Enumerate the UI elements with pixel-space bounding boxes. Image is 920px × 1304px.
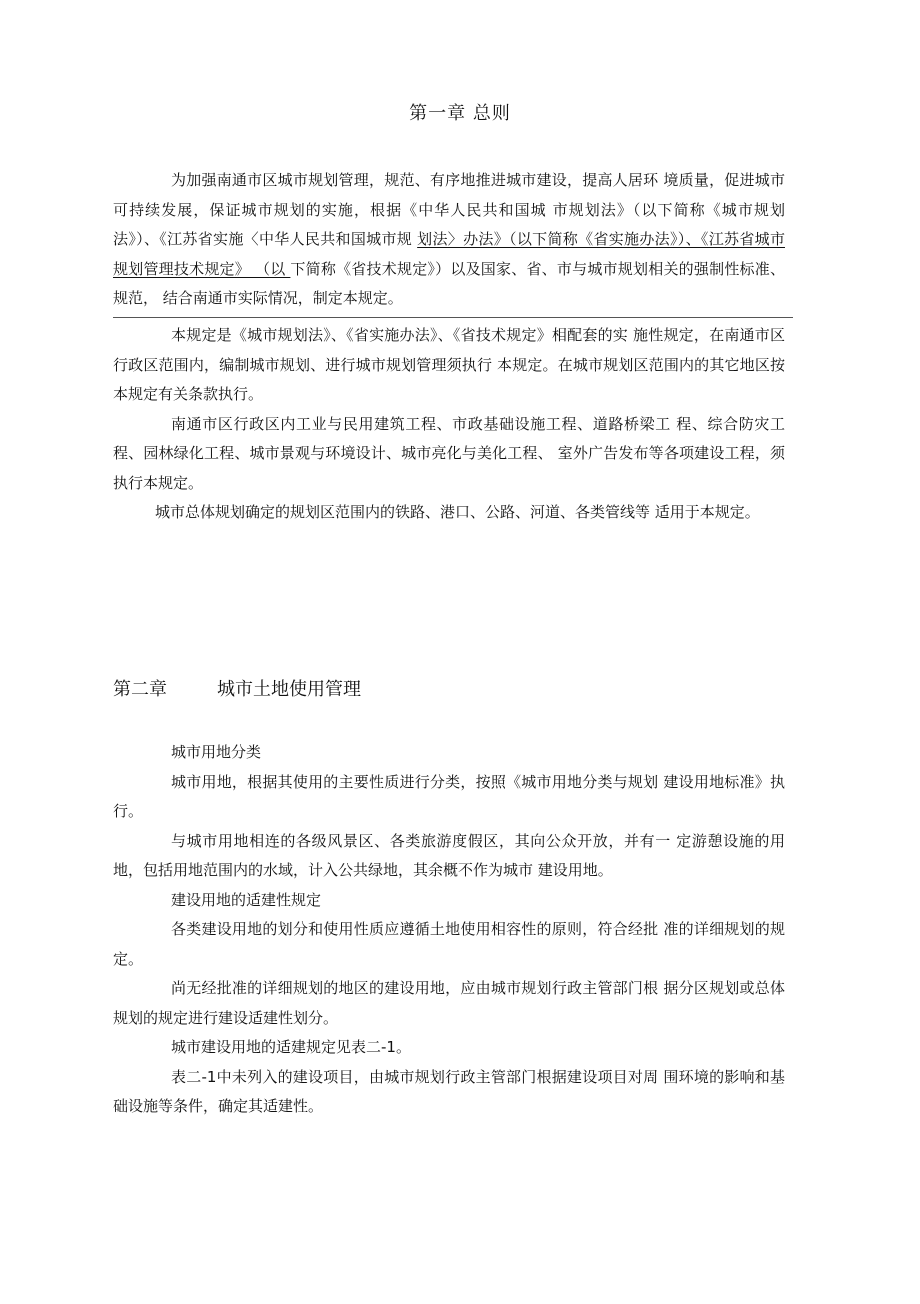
chapter2-title [113, 675, 361, 701]
chapter2-paragraph-2: 与城市用地相连的各级风景区、各类旅游度假区，其向公众开放，并有一 定游憩设施的用地，包括用地范围内的水域，计入公共绿地，其余概不作为城市 建设用地。 [113, 831, 785, 879]
chapter2-paragraph-1: 城市用地，根据其使用的主要性质进行分类，按照《城市用地分类与规划 建设用地标准》执行。 [113, 772, 785, 820]
chapter1-paragraph-4: 城市总体规划确定的规划区范围内的铁路、港口、公路、河道、各类管线等 适用于本规定。 [155, 503, 760, 521]
chapter1-paragraph-1-underlined: 划法〉办法》（以下简称《省实施办法》）、《江苏省城市规划管理技术规定》 （以 [113, 230, 785, 278]
chapter1-body [113, 166, 785, 314]
chapter1-body-continued [113, 321, 785, 528]
chapter2-body [113, 738, 785, 1122]
chapter1-paragraph-1-part-b: 下简称《省技术规定》）以及国家、省、市与城市规划相关的强制性标准、规范， 结合南通市实际情况，制定本规定。 [113, 259, 785, 307]
chapter1-paragraph-1-part-a: 为加强南通市区城市规划管理，规范、有序地推进城市建设，提高人居环 境质量，促进城市可持续发展，保证城市规划的实施，根据《中华人民共和国城 市规划法》（以下简称《城市规划法》）、《江苏省实施〈中华人民共和国城市规 [113, 171, 785, 248]
chapter2-paragraph-5: 城市建设用地的适建规定见表二-1。 [171, 1038, 411, 1056]
chapter2-name: 城市土地使用管理 [217, 679, 361, 700]
chapter1-paragraph-1 [113, 166, 785, 314]
chapter1-title: 第一章 总则 [409, 103, 511, 124]
chapter1-paragraph-3: 南通市区行政区内工业与民用建筑工程、市政基础设施工程、道路桥梁工 程、综合防灾工程、园林绿化工程、城市景观与环境设计、城市亮化与美化工程、 室外广告发布等各项建设工程，须执行本规定。 [113, 414, 785, 492]
chapter2-paragraph-6: 表二-1中未列入的建设项目，由城市规划行政主管部门根据建设项目对周 围环境的影响和基础设施等条件，确定其适建性。 [113, 1067, 785, 1115]
chapter1-paragraph-2: 本规定是《城市规划法》、《省实施办法》、《省技术规定》相配套的实 施性规定，在南通市区行政区范围内，编制城市规划、进行城市规划管理须执行 本规定。在城市规划区范围内的其它地区按本规定有关条款执行。 [113, 326, 785, 403]
horizontal-rule [113, 317, 793, 318]
chapter2-paragraph-3: 各类建设用地的划分和使用性质应遵循土地使用相容性的原则，符合经批 准的详细规划的规定。 [113, 920, 785, 968]
chapter2-number: 第二章 [113, 679, 167, 700]
chapter2-heading-2: 建设用地的适建性规定 [171, 890, 322, 909]
chapter2-heading-1: 城市用地分类 [171, 743, 262, 761]
chapter2-paragraph-4: 尚无经批准的详细规划的地区的建设用地，应由城市规划行政主管部门根 据分区规划或总体规划的规定进行建设适建性划分。 [113, 979, 785, 1027]
